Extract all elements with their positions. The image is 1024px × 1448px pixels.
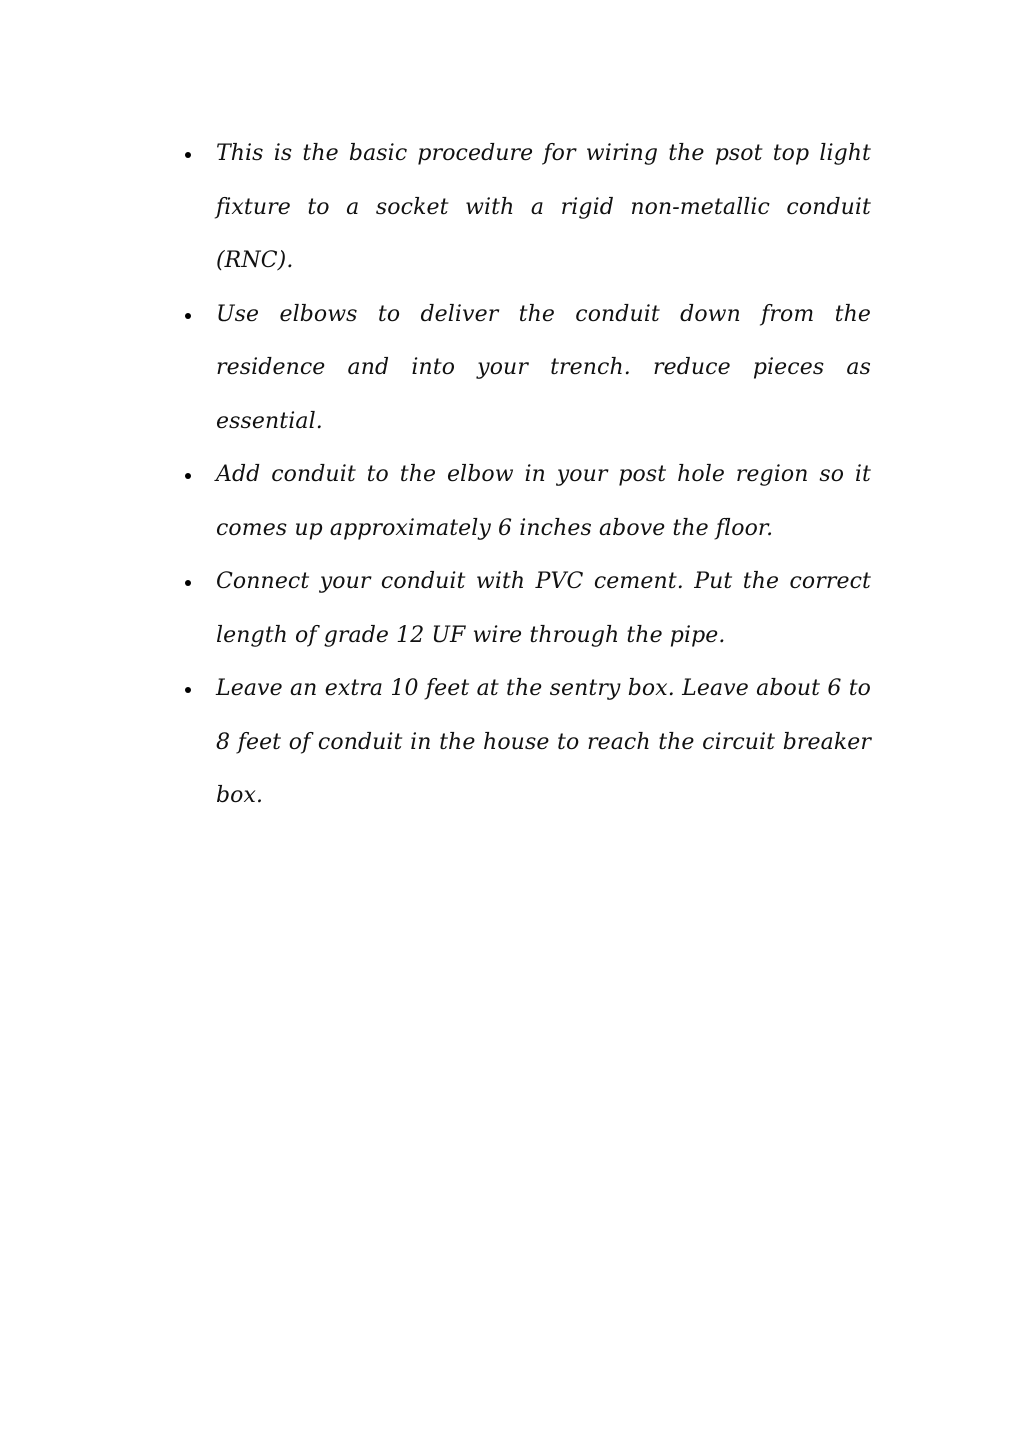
list-item (0, 448, 1024, 555)
bullet-icon (185, 580, 191, 586)
list-item-text: Use elbows to deliver the conduit down from the residence and into your trench. reduce pieces as essential. (216, 301, 871, 434)
list-item (0, 288, 1024, 449)
bullet-icon (185, 152, 191, 158)
bullet-icon (185, 313, 191, 319)
list-item-text: This is the basic procedure for wiring the psot top light fixture to a socket with a rigid non-metallic conduit (RNC). (216, 141, 871, 273)
bullet-icon (185, 687, 191, 693)
instruction-list (0, 127, 1024, 823)
list-item-text: Add conduit to the elbow in your post hole region so it comes up approximately 6 inches above the floor. (216, 462, 871, 541)
list-item (0, 127, 1024, 288)
list-item-text: Connect your conduit with PVC cement. Put the correct length of grade 12 UF wire through the pipe. (216, 569, 871, 648)
bullet-icon (185, 473, 191, 479)
list-item (0, 555, 1024, 662)
list-item (0, 662, 1024, 823)
list-item-text: Leave an extra 10 feet at the sentry box. Leave about 6 to 8 feet of conduit in the house to reach the circuit breaker box. (216, 676, 871, 808)
